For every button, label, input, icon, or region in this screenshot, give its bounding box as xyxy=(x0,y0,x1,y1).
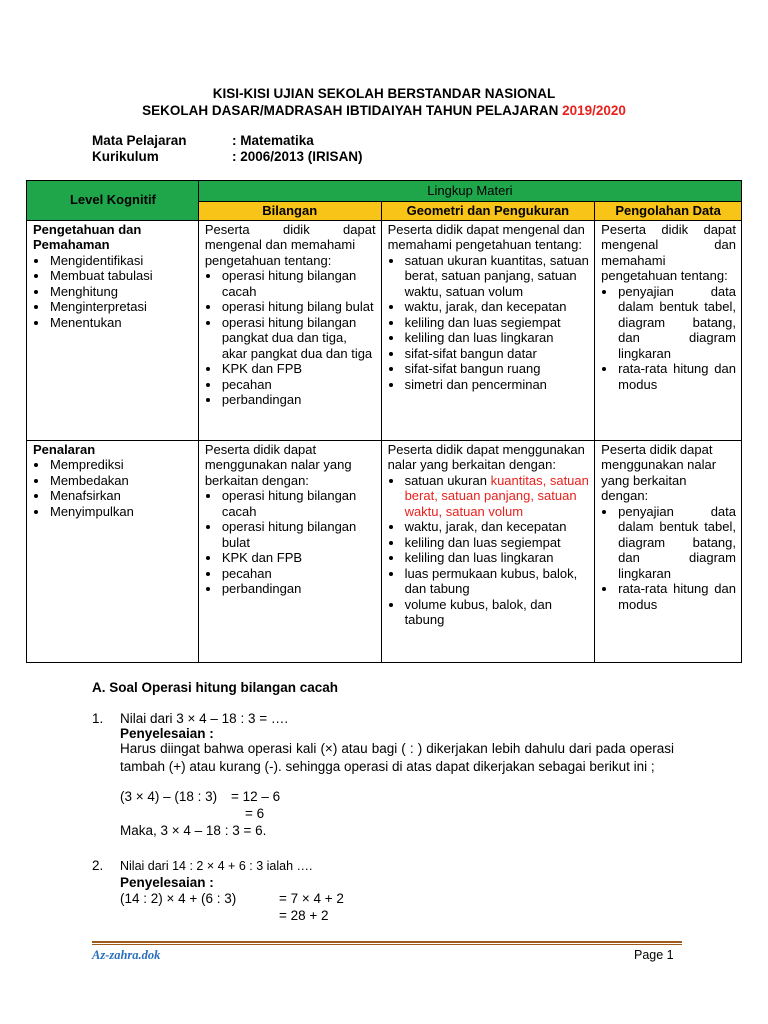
q2-step1-left: (14 : 2) × 4 + (6 : 3) xyxy=(120,891,237,906)
q2-step2-right: = 28 + 2 xyxy=(279,908,329,923)
curriculum-value: : 2006/2013 (IRISAN) xyxy=(232,149,363,164)
subject-row xyxy=(92,133,314,148)
list-item: • Menginterpretasi xyxy=(49,299,193,315)
q1-number: 1. xyxy=(92,711,104,726)
row1-pengolahan-data xyxy=(595,220,742,440)
list-item: • Memprediksi xyxy=(49,457,193,473)
list-item: • KPK dan FPB xyxy=(221,550,376,566)
list-item xyxy=(404,473,590,520)
curriculum-row xyxy=(92,149,363,164)
doc-title-line2 xyxy=(0,103,768,118)
header-lingkup-materi: Lingkup Materi xyxy=(198,181,741,202)
row1-level-list xyxy=(33,253,193,331)
row1-bil-intro-1: Peserta didik dapat xyxy=(204,221,376,237)
header-pengolahan-data: Pengolahan Data xyxy=(595,202,742,221)
list-item: • waktu, jarak, dan kecepatan xyxy=(404,299,590,315)
row1-data-intro: Peserta didik dapat mengenal dan memahami pengetahuan tentang: xyxy=(601,221,736,283)
list-item: • sifat-sifat bangun ruang xyxy=(404,361,590,377)
list-item: • rata-rata hitung dan modus xyxy=(617,361,736,392)
q2-step1-right: = 7 × 4 + 2 xyxy=(279,891,344,906)
list-item: • operasi hitung bilangan cacah xyxy=(221,268,376,299)
q1-step2-right: = 6 xyxy=(245,806,265,821)
section-a-title: A. Soal Operasi hitung bilangan cacah xyxy=(92,680,339,695)
header-geometri: Geometri dan Pengukuran xyxy=(381,202,595,221)
row2-data-intro: Peserta didik dapat menggunakan nalar yang berkaitan dengan: xyxy=(601,441,717,503)
q2-question: Nilai dari 14 : 2 × 4 + 6 : 3 ialah …. xyxy=(120,859,313,873)
row1-geo-list xyxy=(388,253,590,393)
header-level-kognitif: Level Kognitif xyxy=(27,181,199,221)
list-item: • volume kubus, balok, dan tabung xyxy=(404,597,590,628)
row2-level-list xyxy=(33,457,193,519)
q1-solution-label: Penyelesaian : xyxy=(120,726,214,741)
row1-data-list xyxy=(601,284,736,393)
subject-label: Mata Pelajaran xyxy=(92,133,187,148)
list-item: • Menyimpulkan xyxy=(49,504,193,520)
q2-solution-label: Penyelesaian : xyxy=(120,875,214,890)
subject-value: : Matematika xyxy=(232,133,314,148)
q1-conclusion: Maka, 3 × 4 – 18 : 3 = 6. xyxy=(120,823,267,838)
page-number: Page 1 xyxy=(634,948,674,962)
row2-level xyxy=(27,440,199,662)
row2-geometri xyxy=(381,440,595,662)
row2-level-title: Penalaran xyxy=(33,441,96,457)
row1-geo-intro: Peserta didik dapat mengenal dan memahami pengetahuan tentang: xyxy=(387,221,585,252)
row2-pengolahan-data xyxy=(595,440,742,662)
geo-item-black-text: satuan ukuran xyxy=(404,472,491,488)
q1-step1-left: (3 × 4) – (18 : 3) xyxy=(120,789,218,804)
title-main: SEKOLAH DASAR/MADRASAH IBTIDAIYAH TAHUN PELAJARAN xyxy=(142,103,563,118)
list-item: • Menghitung xyxy=(49,284,193,300)
list-item: • keliling dan luas segiempat xyxy=(404,315,590,331)
list-item: • operasi hitung bilangan bulat xyxy=(221,519,376,550)
list-item: • penyajian data dalam bentuk tabel, diagram batang, dan diagram lingkaran xyxy=(617,504,736,582)
list-item: • perbandingan xyxy=(221,392,376,408)
footer-source: Az-zahra.dok xyxy=(92,948,161,962)
list-item: • perbandingan xyxy=(221,581,376,597)
list-item: • Membedakan xyxy=(49,473,193,489)
list-item: • keliling dan luas segiempat xyxy=(404,535,590,551)
kisi-kisi-table xyxy=(26,180,742,663)
list-item: • operasi hitung bilang bulat xyxy=(221,299,376,315)
list-item: • simetri dan pencerminan xyxy=(404,377,590,393)
header-bilangan: Bilangan xyxy=(198,202,381,221)
list-item: • waktu, jarak, dan kecepatan xyxy=(404,519,590,535)
list-item: • rata-rata hitung dan modus xyxy=(617,581,736,612)
row1-level xyxy=(27,220,199,440)
list-item: • KPK dan FPB xyxy=(221,361,376,377)
footer-divider-thin xyxy=(92,944,682,945)
q2-number: 2. xyxy=(92,858,104,873)
row2-data-list xyxy=(601,504,736,613)
footer-divider xyxy=(92,941,682,943)
row2-bil-intro: Peserta didik dapat menggunakan nalar yang berkaitan dengan: xyxy=(204,441,352,488)
row2-geo-intro: Peserta didik dapat menggunakan nalar yang berkaitan dengan: xyxy=(387,441,585,472)
row1-bil-intro-2: mengenal dan memahami pengetahuan tentang: xyxy=(204,237,356,268)
row2-bil-list xyxy=(205,488,376,597)
list-item: • keliling dan luas lingkaran xyxy=(404,330,590,346)
curriculum-label: Kurikulum xyxy=(92,149,159,164)
list-item: • penyajian data dalam bentuk tabel, diagram batang, dan diagram lingkaran xyxy=(617,284,736,362)
list-item: • Menentukan xyxy=(49,315,193,331)
row2-bilangan xyxy=(198,440,381,662)
doc-title-line1: KISI-KISI UJIAN SEKOLAH BERSTANDAR NASIONAL xyxy=(212,86,556,101)
q1-question: Nilai dari 3 × 4 – 18 : 3 = …. xyxy=(120,711,289,726)
row1-bilangan xyxy=(198,220,381,440)
list-item: • pecahan xyxy=(221,566,376,582)
q1-step1-right: = 12 – 6 xyxy=(231,789,281,804)
list-item: • Menafsirkan xyxy=(49,488,193,504)
title-year: 2019/2020 xyxy=(562,103,626,118)
q1-explanation: Harus diingat bahwa operasi kali (×) atau bagi ( : ) dikerjakan lebih dahulu dari pada operasi tambah (+) atau kurang (-). sehingga operasi di atas dapat dikerjakan sebagai berikut ini ; xyxy=(120,741,674,774)
list-item: • Mengidentifikasi xyxy=(49,253,193,269)
list-item: • keliling dan luas lingkaran xyxy=(404,550,590,566)
list-item: • sifat-sifat bangun datar xyxy=(404,346,590,362)
list-item: • satuan ukuran kuantitas, satuan berat, satuan panjang, satuan waktu, satuan volum xyxy=(404,253,590,300)
row1-bil-list xyxy=(205,268,376,408)
geo-item-red-text: kuantitas, satuan berat, satuan panjang, satuan waktu, satuan volum xyxy=(404,472,589,519)
list-item: • Membuat tabulasi xyxy=(49,268,193,284)
list-item: • operasi hitung bilangan pangkat dua dan tiga, akar pangkat dua dan tiga xyxy=(221,315,376,362)
row1-level-title: Pengetahuan dan Pemahaman xyxy=(33,221,142,252)
list-item: • pecahan xyxy=(221,377,376,393)
row1-geometri xyxy=(381,220,595,440)
list-item: • operasi hitung bilangan cacah xyxy=(221,488,376,519)
row2-geo-list xyxy=(388,473,590,628)
list-item: • luas permukaan kubus, balok, dan tabung xyxy=(404,566,590,597)
